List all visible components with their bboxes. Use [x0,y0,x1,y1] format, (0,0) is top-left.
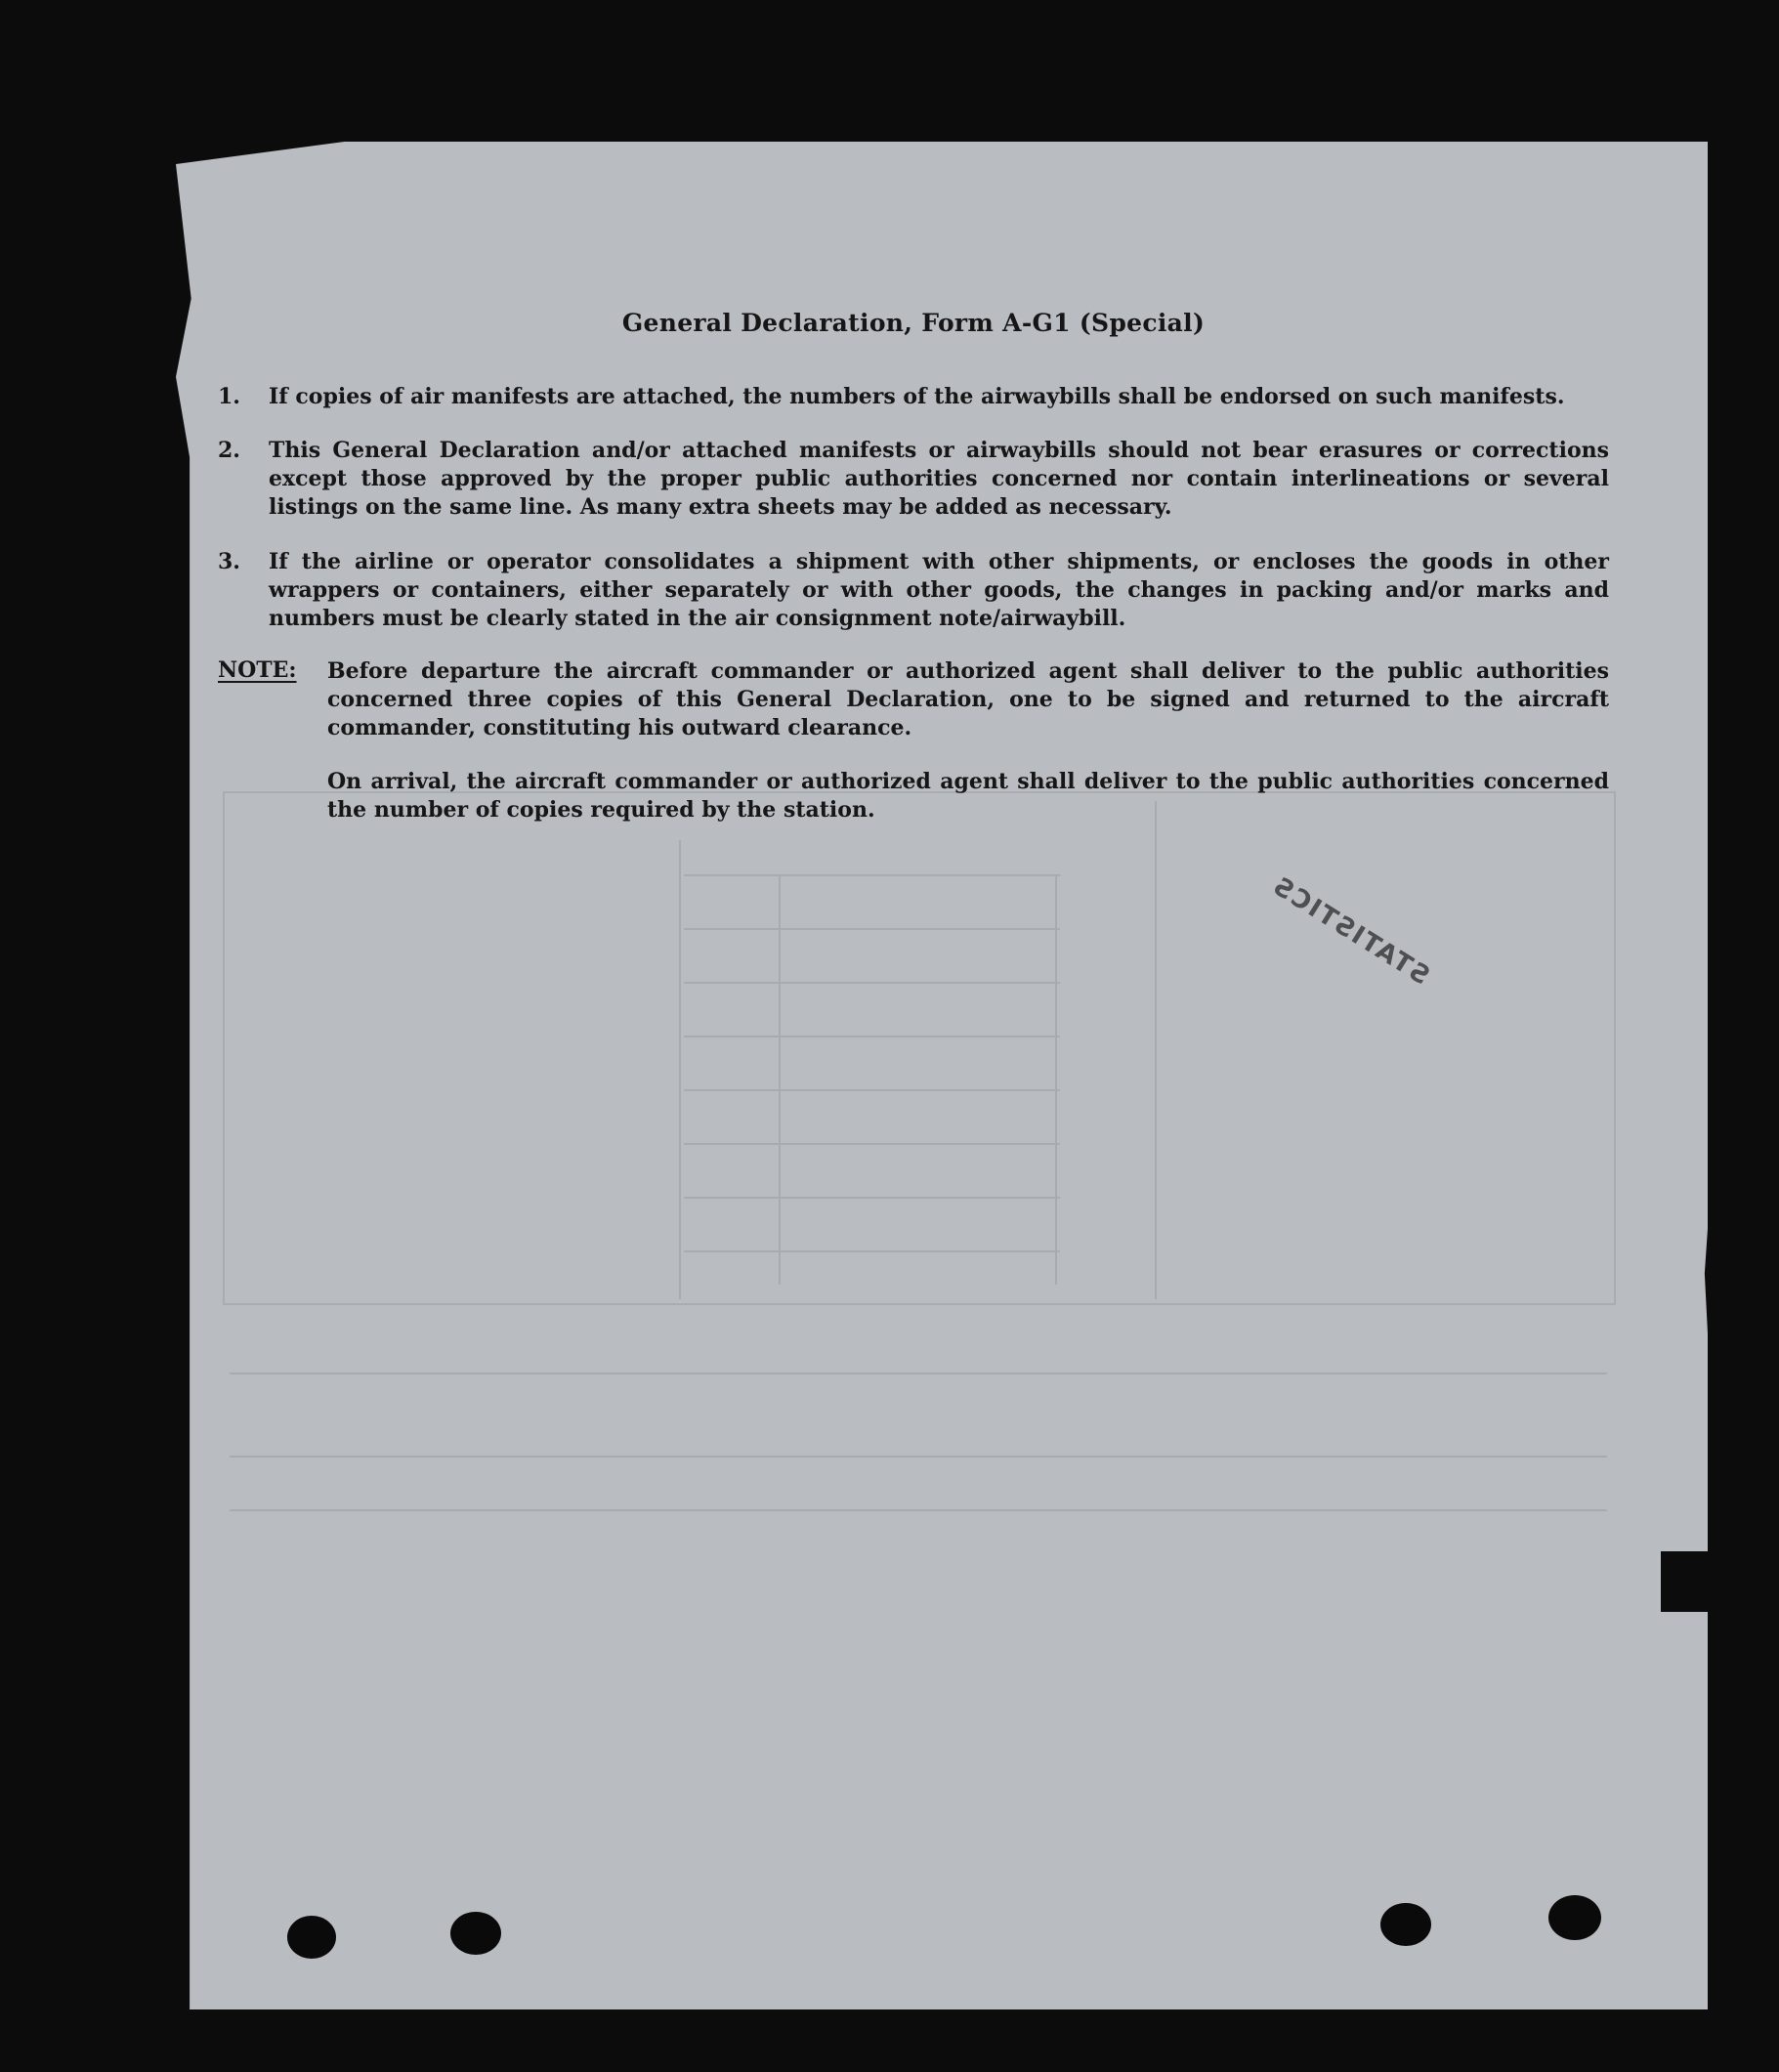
bleed-through-box [223,791,1616,1305]
punch-hole [1380,1903,1431,1946]
item-text: If copies of air manifests are attached, the numbers of the airwaybills shall be endorsed on such manifests. [269,384,1565,409]
bleed-through-rule [684,1089,1060,1091]
bleed-through-rule [230,1456,1607,1458]
note-paragraph: Before departure the aircraft commander or authorized agent shall deliver to the public authorities concerned three copies of this General Declaration, one to be signed and returned to the aircraft commander, constituting his outward clearance. [327,658,1609,740]
item-text: If the airline or operator consolidates a shipment with other shipments, or encloses the goods in other wrappers or containers, either separately or with other goods, the changes in packing and/or marks and numbers must be clearly stated in the air consignment note/airwaybill. [269,549,1609,631]
bleed-through-rule [684,928,1060,930]
punch-hole [450,1912,501,1955]
bleed-through-rule [230,1509,1607,1511]
item-text: This General Declaration and/or attached manifests or airwaybills should not bear erasures or corrections except those approved by the proper public authorities concerned nor contain interlineations or several listings on the same line. As many extra sheets may be added as necessary. [269,438,1609,520]
bleed-through-rule [684,982,1060,984]
note-paragraph: On arrival, the aircraft commander or authorized agent shall deliver to the public authorities concerned the number of copies required by the station. [327,769,1609,823]
bleed-through-rule [684,1036,1060,1037]
punch-hole [1548,1895,1601,1940]
item-number: 3. [218,549,240,574]
bleed-through-divider [1155,801,1157,1299]
bleed-through-rule [684,874,1060,876]
instruction-item [218,383,1609,411]
instruction-item [218,437,1609,522]
bleed-through-divider [779,874,781,1285]
instruction-item [218,548,1609,633]
note-label: NOTE: [218,657,297,683]
paper-notch [1661,1551,1719,1612]
bleed-through-rule [230,1373,1607,1374]
bleed-through-divider [679,840,681,1299]
bleed-through-rule [684,1143,1060,1145]
item-number: 2. [218,438,240,463]
page-title: General Declaration, Form A-G1 (Special) [621,309,1206,337]
item-number: 1. [218,384,240,409]
bleed-through-rule [684,1250,1060,1252]
punch-hole [287,1916,336,1959]
bleed-through-divider [1055,874,1057,1285]
bleed-through-rule [684,1197,1060,1199]
statistics-stamp: STATISTICS [1266,870,1435,992]
